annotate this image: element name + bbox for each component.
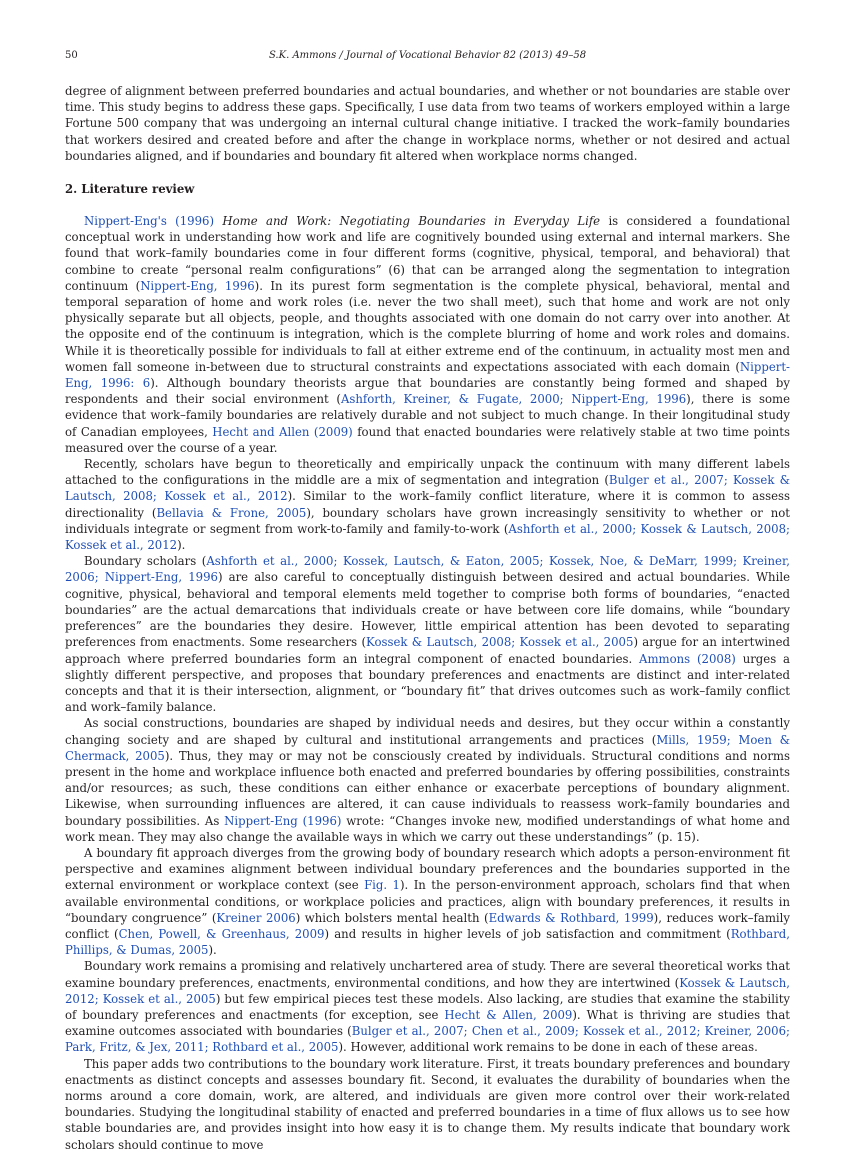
citation-link[interactable]: Ashforth et al., 2000; Kossek & Lautsch, 2008; Kossek et al., 2012: [65, 521, 790, 553]
text-run: ). However, additional work remains to be done in each of these areas.: [338, 1040, 758, 1055]
citation-link[interactable]: Nippert-Eng, 1996: [140, 278, 255, 293]
section-paragraphs: [65, 213, 790, 1153]
body-paragraph: [65, 958, 790, 1055]
citation-link[interactable]: Kossek & Lautsch, 2008; Kossek et al., 2005: [366, 635, 634, 650]
text-run: ) argue for an intertwined approach where preferred boundaries form an integral component of enacted boundaries.: [65, 635, 790, 666]
text-run: ). In the person-environment approach, scholars find that when available environmental conditions, or workplace policies and practices, align with boundary preferences, it results in “boundary congruence” (: [65, 878, 791, 925]
citation-link[interactable]: Nippert-Eng, 1996: 6: [65, 359, 790, 391]
text-run: ). In its purest form segmentation is the complete physical, behavioral, mental and temporal separation of home and work roles (i.e. never the two shall meet), such that home and work are not only physically separate but all objects, people, and thoughts associated with one domain do not carry over into another. At the opposite end of the continuum is integration, which is the complete blurring of home and work roles and domains. While it is theoretically possible for individuals to fall at either extreme end of the continuum, in actuality most men and women fall someone in-between due to structural constraints and expectations associated with each domain (: [65, 278, 791, 374]
text-run: found that enacted boundaries were relatively stable at two time points measured over the course of a year.: [65, 424, 790, 455]
citation-link[interactable]: Kossek & Lautsch, 2012; Kossek et al., 2005: [65, 975, 790, 1006]
running-header: [65, 50, 790, 66]
text-run: ). Although boundary theorists argue that boundaries are constantly being formed and shaped by respondents and their social environment (: [65, 376, 790, 407]
text-run: ).: [177, 538, 186, 553]
citation-link[interactable]: Rothbard, Phillips, & Dumas, 2005: [65, 926, 790, 958]
citation-link[interactable]: Nippert-Eng (1996): [224, 813, 342, 828]
book-title: Home and Work: Negotiating Boundaries in Everyday Life: [222, 214, 601, 229]
body-paragraph: [65, 1056, 790, 1153]
citation-link[interactable]: Bellavia & Frone, 2005: [156, 505, 307, 520]
text-run: ), there is some evidence that work–family boundaries are relatively durable and not subject to much change. In their longitudinal study of Canadian employees,: [65, 392, 790, 439]
citation-link[interactable]: Kreiner 2006: [216, 910, 296, 925]
citation-link[interactable]: Nippert-Eng's (1996): [84, 214, 215, 229]
citation-link[interactable]: Bulger et al., 2007; Kossek & Lautsch, 2008; Kossek et al., 2012: [65, 473, 790, 504]
continuation-paragraph: degree of alignment between preferred boundaries and actual boundaries, and whether or not boundaries are stable over time. This study begins to address these gaps. Specifically, I use data from two teams of workers employed within a large Fortune 500 company that was undergoing an internal cultural change initiative. I tracked the work–family boundaries that workers desired and created before and after the change in workplace norms, whether or not desired and actual boundaries aligned, and if boundaries and boundary fit altered when workplace norms changed.: [65, 84, 790, 163]
citation-link[interactable]: Fig. 1: [364, 878, 400, 893]
citation-link[interactable]: Ashforth, Kreiner, & Fugate, 2000; Nippert-Eng, 1996: [340, 392, 687, 407]
citation-link[interactable]: Edwards & Rothbard, 1999: [488, 910, 654, 925]
citation-link[interactable]: Bulger et al., 2007; Chen et al., 2009; Kossek et al., 2012; Kreiner, 2006; Park, Fritz, & Jex, 2011; Rothbard et al., 2005: [65, 1024, 790, 1055]
section-heading: 2. Literature review: [65, 182, 195, 197]
citation-link[interactable]: Chen, Powell, & Greenhaus, 2009: [118, 926, 325, 941]
citation-link[interactable]: Hecht and Allen (2009): [212, 424, 353, 439]
text-run: This paper adds two contributions to the boundary work literature. First, it treats boundary preferences and boundary enactments as distinct concepts and assesses boundary fit. Second, it evaluates the durability of boundaries when the norms around a core domain, work, are altered, and individuals are given more control over their work-related boundaries. Studying the longitudinal stability of enacted and preferred boundaries in a time of flux allows us to see how stable boundaries are, and provides insight into how easy it is to change them. My results indicate that boundary work scholars should continue to move: [65, 1056, 790, 1152]
text-run: As social constructions, boundaries are shaped by individual needs and desires, but they occur within a constantly changing society and are shaped by cultural and institutional arrangements and practices (: [65, 716, 790, 747]
journal-page: [65, 50, 790, 1153]
text-run: Boundary work remains a promising and relatively unchartered area of study. There are several theoretical works that examine boundary preferences, enactments, environmental conditions, and how they are intertwined (: [65, 959, 790, 990]
citation-link[interactable]: Hecht & Allen, 2009: [444, 1007, 573, 1022]
body-paragraph: [65, 845, 790, 958]
text-run: urges a slightly different perspective, and proposes that boundary preferences and enactments are distinct and inter-related concepts and that it is their intersection, alignment, or “boundary fit” that drives outcomes such as work–family conflict and work–family balance.: [65, 651, 790, 715]
text-run: ) are also careful to conceptually distinguish between desired and actual boundaries. While cognitive, physical, behavioral and temporal elements meld together to comprise both forms of boundaries, “enacted boundaries” are the actual demarcations that individuals create or have between core life domains, while “boundary preferences” are the boundaries they desire. However, little empirical attention has been devoted to separating preferences from enactments. Some researchers (: [65, 570, 790, 650]
text-run: ) which bolsters mental health (: [295, 910, 489, 925]
body-paragraph: [65, 715, 790, 845]
text-run: ) and results in higher levels of job satisfaction and commitment (: [324, 926, 731, 941]
text-run: ). What is thriving are studies that examine outcomes associated with boundaries (: [65, 1007, 790, 1039]
text-run: ).: [208, 943, 217, 958]
citation-link[interactable]: Ashforth et al., 2000; Kossek, Lautsch, & Eaton, 2005; Kossek, Noe, & DeMarr, 1999; Kreiner, 2006; Nippert-Eng, 1996: [65, 554, 790, 585]
journal-citation: S.K. Ammons / Journal of Vocational Behavior 82 (2013) 49–58: [268, 50, 587, 61]
body-paragraph: [65, 213, 790, 456]
page-number: 50: [65, 50, 78, 61]
citation-link[interactable]: Mills, 1959; Moen & Chermack, 2005: [65, 732, 790, 763]
body-paragraph: [65, 553, 790, 715]
text-run: ), boundary scholars have grown increasingly sensitivity to whether or not individuals integrate or segment from work-to-family and family-to-work (: [65, 505, 790, 536]
body-paragraph: [65, 456, 790, 553]
text-run: wrote: “Changes invoke new, modified understandings of what home and work mean. They may also change the available ways in which we carry out these understandings” (p. 15).: [65, 813, 790, 844]
text-run: Recently, scholars have begun to theoretically and empirically unpack the continuum with many different labels attached to the configurations in the middle are a mix of segmentation and integration (: [65, 457, 790, 488]
text-run: A boundary fit approach diverges from the growing body of boundary research which adopts a person-environment fit perspective and examines alignment between individual boundary preferences and the boundaries supported in the external environment or workplace context (see: [65, 845, 790, 893]
text-run: Boundary scholars (: [84, 554, 207, 569]
text-run: ). Similar to the work–family conflict literature, where it is common to assess directionality (: [65, 489, 790, 520]
text-run: ). Thus, they may or may not be consciously created by individuals. Structural conditions and norms present in the home and workplace influence both enacted and preferred boundaries by offering possibilities, constraints and/or resources; as such, these conditions can either enhance or exacerbate perceptions of boundary alignment. Likewise, when surrounding influences are altered, it can cause individuals to reassess work–family boundaries and boundary possibilities. As: [65, 748, 790, 828]
citation-link[interactable]: Ammons (2008): [639, 651, 736, 666]
text-run: ), reduces work–family conflict (: [65, 910, 790, 941]
text-run: ) but few empirical pieces test these models. Also lacking, are studies that examine the stability of boundary preferences and enactments (for exception, see: [65, 991, 790, 1022]
text-run: is considered a foundational conceptual work in understanding how work and life are cognitively bounded using external and internal markers. She found that work–family boundaries come in four different forms (cognitive, physical, temporal, and behavioral) that combine to create “personal realm configurations” (6) that can be arranged along the segmentation to integration continuum (: [65, 214, 790, 293]
article-body: [65, 83, 790, 1153]
